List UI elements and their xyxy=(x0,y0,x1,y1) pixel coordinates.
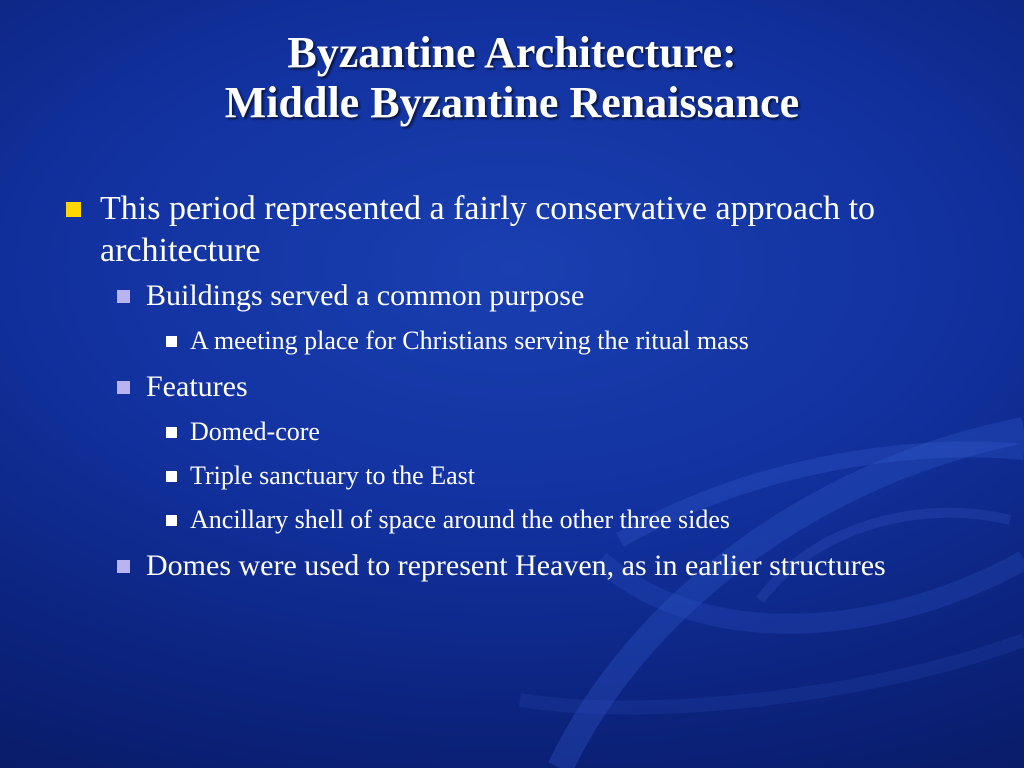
bullet-item-level3 xyxy=(0,461,990,491)
bullet-item-level2 xyxy=(0,370,946,403)
bullet-text: Features xyxy=(146,370,248,403)
square-bullet-icon xyxy=(166,336,177,347)
bullet-item-level1 xyxy=(0,188,920,272)
bullet-item-level3 xyxy=(0,326,990,356)
bullet-text: Domes were used to represent Heaven, as in earlier structures xyxy=(146,549,886,582)
square-bullet-icon xyxy=(166,427,177,438)
bullet-item-level2 xyxy=(0,549,946,582)
bullet-text: Domed-core xyxy=(190,417,320,446)
bullet-text: Ancillary shell of space around the other three sides xyxy=(190,505,731,534)
bullet-item-level3 xyxy=(0,417,990,447)
square-bullet-icon xyxy=(117,381,130,394)
bullet-text: Buildings served a common purpose xyxy=(146,279,585,312)
square-bullet-icon xyxy=(166,471,177,482)
bullet-text: This period represented a fairly conservative approach to architecture xyxy=(100,190,876,269)
bullet-item-level2 xyxy=(0,279,946,312)
square-bullet-icon xyxy=(66,202,81,217)
bullet-text: Triple sanctuary to the East xyxy=(190,461,475,490)
bullet-item-level3 xyxy=(0,505,990,535)
square-bullet-icon xyxy=(117,560,130,573)
title-line-1: Byzantine Architecture: xyxy=(287,28,737,77)
square-bullet-icon xyxy=(166,515,177,526)
bullet-text: A meeting place for Christians serving the ritual mass xyxy=(190,326,749,355)
square-bullet-icon xyxy=(117,290,130,303)
slide-title xyxy=(0,28,1024,127)
title-line-2: Middle Byzantine Renaissance xyxy=(224,77,800,127)
bullet-list xyxy=(0,188,1024,596)
